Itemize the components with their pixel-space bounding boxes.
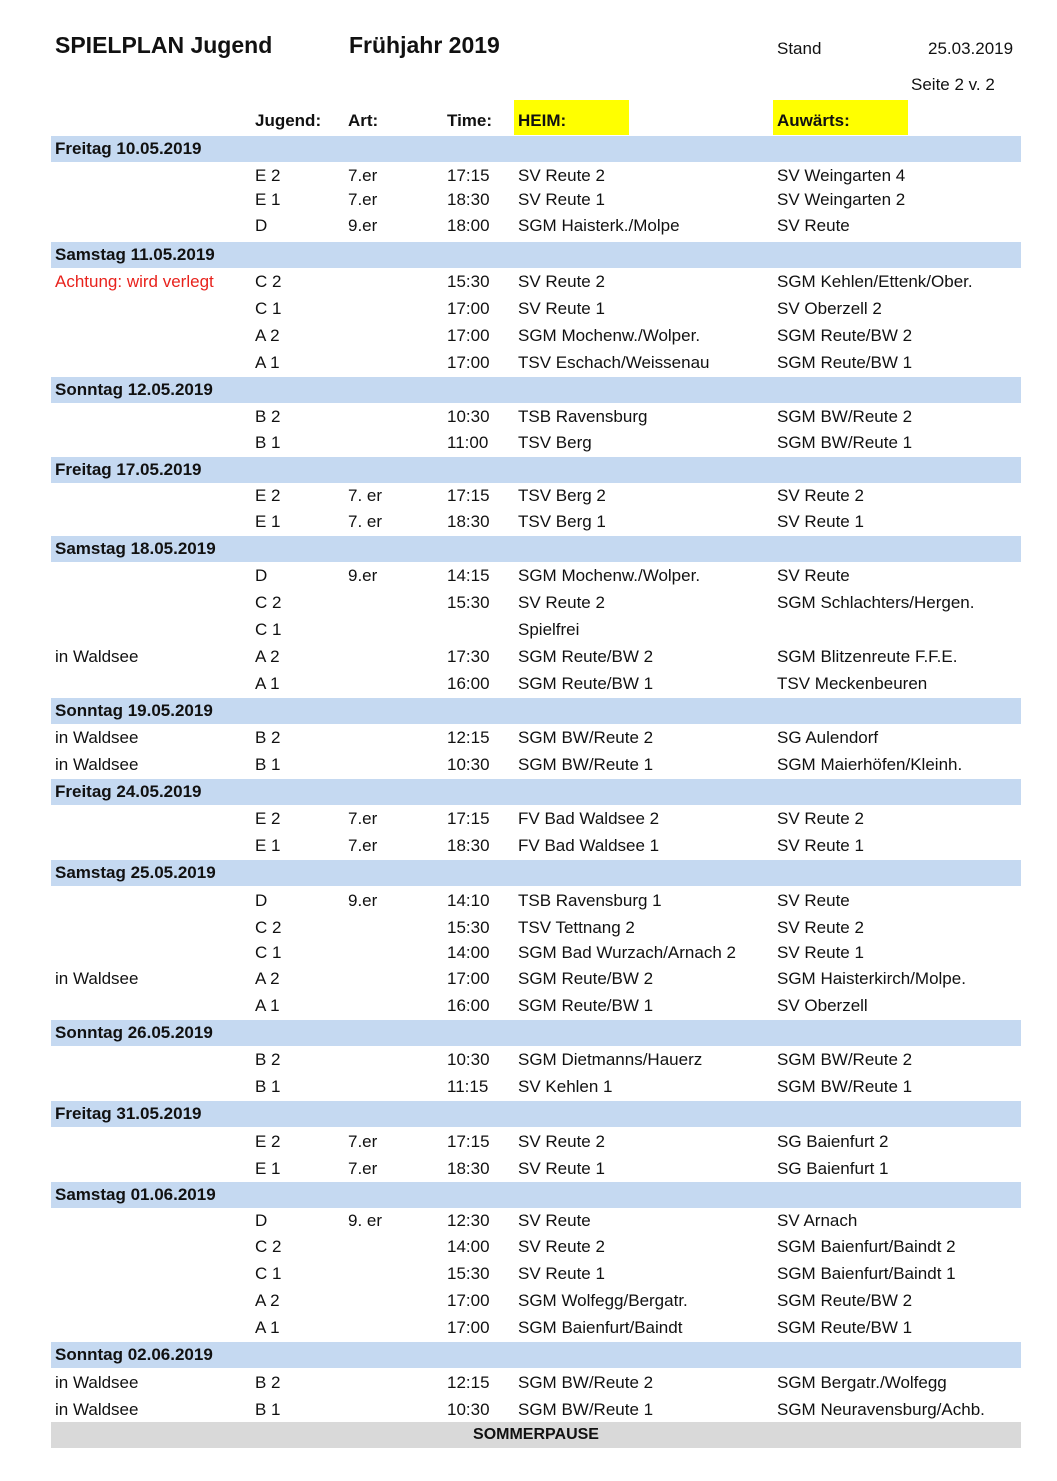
jugend-cell: D [255,1211,268,1230]
time-cell: 17:00 [447,969,490,988]
time-cell: 17:15 [447,809,490,828]
day-label: Freitag 24.05.2019 [55,782,202,801]
table-row [0,940,1057,966]
home-team-cell: SV Reute 1 [518,1264,605,1283]
jugend-cell: B 1 [255,433,281,452]
table-row [0,1208,1057,1234]
table-row [0,1261,1057,1287]
art-cell: 9.er [348,891,378,910]
time-cell: 17:00 [447,299,490,318]
away-team-cell: SG Baienfurt 1 [777,1159,889,1178]
table-row [0,806,1057,832]
away-team-cell: SGM Reute/BW 2 [777,1291,913,1310]
table-row [0,993,1057,1019]
away-team-cell: SV Arnach [777,1211,858,1230]
away-team-cell: SGM BW/Reute 2 [777,1050,913,1069]
home-team-cell: TSB Ravensburg 1 [518,891,662,910]
away-team-cell: SV Reute 1 [777,512,864,531]
away-team-cell: SV Weingarten 2 [777,190,906,209]
table-row [0,483,1057,509]
jugend-cell: B 2 [255,728,281,747]
jugend-cell: D [255,566,268,585]
home-team-cell: SGM Dietmanns/Hauerz [518,1050,703,1069]
time-cell: 17:00 [447,1318,490,1337]
time-cell: 17:00 [447,326,490,345]
table-row [0,1234,1057,1260]
table-row [0,1288,1057,1314]
time-cell: 18:30 [447,512,490,531]
table-row [0,617,1057,643]
stand-label: Stand [777,39,822,58]
time-cell: 17:15 [447,166,490,185]
home-team-cell: TSV Berg 2 [518,486,606,505]
jugend-cell: E 2 [255,809,281,828]
home-team-cell: TSV Tettnang 2 [518,918,635,937]
art-cell: 9.er [348,566,378,585]
away-team-cell: SV Reute 2 [777,809,864,828]
table-row [0,296,1057,322]
row-note: in Waldsee [55,728,139,747]
home-team-cell: SV Reute 1 [518,1159,605,1178]
time-cell: 15:30 [447,272,490,291]
stand-date: 25.03.2019 [928,39,1014,58]
day-label: Sonntag 26.05.2019 [55,1023,213,1042]
home-team-cell: SGM BW/Reute 1 [518,1400,654,1419]
day-header [51,457,1021,483]
jugend-cell: E 2 [255,486,281,505]
jugend-cell: E 1 [255,836,281,855]
table-row [0,163,1057,189]
jugend-cell: C 1 [255,299,282,318]
column-header-art: Art: [348,111,379,130]
time-cell: 10:30 [447,1400,490,1419]
row-note: in Waldsee [55,1373,139,1392]
art-cell: 7.er [348,809,378,828]
away-team-cell: TSV Meckenbeuren [777,674,928,693]
time-cell: 18:00 [447,216,490,235]
away-team-cell: SGM Kehlen/Ettenk/Ober. [777,272,973,291]
away-team-cell: SGM Baienfurt/Baindt 2 [777,1237,956,1256]
day-label: Freitag 31.05.2019 [55,1104,202,1123]
art-cell: 9.er [348,216,378,235]
away-team-cell: SV Oberzell [777,996,868,1015]
time-cell: 14:15 [447,566,490,585]
home-team-cell: SGM Reute/BW 2 [518,647,654,666]
jugend-cell: A 1 [255,353,280,372]
away-team-cell: SV Reute 2 [777,486,864,505]
home-team-cell: TSV Berg 1 [518,512,606,531]
jugend-cell: B 1 [255,1077,281,1096]
table-row [0,1156,1057,1182]
day-header [51,1342,1021,1368]
table-row [0,1397,1057,1423]
table-row [0,833,1057,859]
column-header-time: Time: [447,111,493,130]
home-team-cell: Spielfrei [518,620,580,639]
jugend-cell: A 1 [255,1318,280,1337]
time-cell: 10:30 [447,755,490,774]
jugend-cell: E 2 [255,1132,281,1151]
season-title: Frühjahr 2019 [349,32,500,58]
away-team-cell: SGM Blitzenreute F.F.E. [777,647,958,666]
table-row [0,1315,1057,1341]
row-note: in Waldsee [55,1400,139,1419]
time-cell: 14:10 [447,891,490,910]
jugend-cell: B 1 [255,1400,281,1419]
jugend-cell: A 2 [255,1291,280,1310]
home-team-cell: SGM Mochenw./Wolper. [518,566,701,585]
day-label: Samstag 18.05.2019 [55,539,216,558]
away-team-cell: SGM BW/Reute 2 [777,407,913,426]
table-row [0,1047,1057,1073]
time-cell: 10:30 [447,1050,490,1069]
jugend-cell: E 1 [255,1159,281,1178]
away-team-cell: SG Baienfurt 2 [777,1132,889,1151]
home-team-cell: SV Reute 1 [518,190,605,209]
day-label: Sonntag 19.05.2019 [55,701,213,720]
jugend-cell: C 2 [255,272,282,291]
day-label: Sonntag 12.05.2019 [55,380,213,399]
table-row [0,752,1057,778]
time-cell: 16:00 [447,996,490,1015]
table-row [0,430,1057,456]
column-header-auswaerts: Auwärts: [773,100,908,135]
day-header [51,860,1021,886]
footer-sommerpause: SOMMERPAUSE [51,1422,1021,1448]
jugend-cell: B 2 [255,407,281,426]
jugend-cell: E 2 [255,166,281,185]
day-header [51,377,1021,403]
day-header [51,1101,1021,1127]
home-team-cell: SGM Reute/BW 1 [518,674,654,693]
day-label: Samstag 11.05.2019 [55,245,215,264]
day-header [51,1182,1021,1208]
table-row [0,213,1057,239]
away-team-cell: SV Reute [777,566,850,585]
away-team-cell: SV Reute [777,891,850,910]
away-team-cell: SV Reute 1 [777,943,864,962]
home-team-cell: SGM BW/Reute 1 [518,755,654,774]
day-label: Samstag 25.05.2019 [55,863,216,882]
row-note: Achtung: wird verlegt [55,272,214,291]
page-title: SPIELPLAN Jugend [55,32,273,58]
table-row [0,1074,1057,1100]
home-team-cell: SV Reute 2 [518,1132,605,1151]
time-cell: 14:00 [447,1237,490,1256]
home-team-cell: SGM Bad Wurzach/Arnach 2 [518,943,736,962]
time-cell: 15:30 [447,593,490,612]
time-cell: 15:30 [447,918,490,937]
jugend-cell: C 2 [255,918,282,937]
jugend-cell: C 2 [255,593,282,612]
home-team-cell: SV Reute 2 [518,166,605,185]
table-row [0,966,1057,992]
away-team-cell: SGM Bergatr./Wolfegg [777,1373,947,1392]
day-header [51,242,1021,268]
home-team-cell: SGM Haisterk./Molpe [518,216,680,235]
time-cell: 17:00 [447,353,490,372]
home-team-cell: SV Reute 2 [518,272,605,291]
away-team-cell: SGM Reute/BW 2 [777,326,913,345]
table-row [0,671,1057,697]
art-cell: 7.er [348,1159,378,1178]
day-label: Sonntag 02.06.2019 [55,1345,213,1364]
table-row [0,404,1057,430]
home-team-cell: FV Bad Waldsee 2 [518,809,660,828]
page-number: Seite 2 v. 2 [911,75,995,94]
away-team-cell: SGM Reute/BW 1 [777,1318,913,1337]
time-cell: 17:30 [447,647,490,666]
home-team-cell: SGM Reute/BW 1 [518,996,654,1015]
jugend-cell: A 2 [255,326,280,345]
day-header [51,1020,1021,1046]
jugend-cell: E 1 [255,190,281,209]
home-team-cell: SGM Baienfurt/Baindt [518,1318,683,1337]
time-cell: 11:00 [447,433,489,452]
jugend-cell: D [255,891,268,910]
home-team-cell: TSV Eschach/Weissenau [518,353,710,372]
home-team-cell: SGM Mochenw./Wolper. [518,326,701,345]
away-team-cell: SGM Schlachters/Hergen. [777,593,975,612]
art-cell: 7.er [348,836,378,855]
table-row [0,187,1057,213]
table-row [0,725,1057,751]
time-cell: 11:15 [447,1077,489,1096]
away-team-cell: SGM Baienfurt/Baindt 1 [777,1264,956,1283]
art-cell: 7. er [348,486,383,505]
table-row [0,888,1057,914]
home-team-cell: SV Reute 1 [518,299,605,318]
time-cell: 14:00 [447,943,490,962]
home-team-cell: TSV Berg [518,433,592,452]
time-cell: 17:15 [447,486,490,505]
home-team-cell: SGM Reute/BW 2 [518,969,654,988]
jugend-cell: A 2 [255,969,280,988]
away-team-cell: SGM BW/Reute 1 [777,1077,913,1096]
away-team-cell: SGM BW/Reute 1 [777,433,913,452]
home-team-cell: SV Reute 2 [518,593,605,612]
away-team-cell: SGM Haisterkirch/Molpe. [777,969,966,988]
home-team-cell: SV Reute [518,1211,591,1230]
jugend-cell: A 1 [255,996,280,1015]
time-cell: 12:30 [447,1211,490,1230]
table-row [0,915,1057,941]
jugend-cell: D [255,216,268,235]
table-row [0,323,1057,349]
home-team-cell: SV Reute 2 [518,1237,605,1256]
time-cell: 17:00 [447,1291,490,1310]
day-header [51,779,1021,805]
table-row [0,1370,1057,1396]
jugend-cell: C 1 [255,943,282,962]
table-row [0,509,1057,535]
column-header-jugend: Jugend: [255,111,322,130]
row-note: in Waldsee [55,969,139,988]
day-label: Samstag 01.06.2019 [55,1185,216,1204]
time-cell: 18:30 [447,190,490,209]
time-cell: 15:30 [447,1264,490,1283]
art-cell: 7.er [348,1132,378,1151]
jugend-cell: E 1 [255,512,281,531]
time-cell: 12:15 [447,728,490,747]
home-team-cell: SV Kehlen 1 [518,1077,613,1096]
time-cell: 17:15 [447,1132,490,1151]
day-header [51,136,1021,162]
away-team-cell: SV Weingarten 4 [777,166,906,185]
away-team-cell: SV Reute [777,216,850,235]
art-cell: 7. er [348,512,383,531]
away-team-cell: SG Aulendorf [777,728,879,747]
jugend-cell: A 1 [255,674,280,693]
home-team-cell: TSB Ravensburg [518,407,648,426]
away-team-cell: SV Reute 2 [777,918,864,937]
home-team-cell: SGM Wolfegg/Bergatr. [518,1291,688,1310]
jugend-cell: B 2 [255,1050,281,1069]
away-team-cell: SV Reute 1 [777,836,864,855]
table-row [0,563,1057,589]
table-row [0,350,1057,376]
jugend-cell: C 2 [255,1237,282,1256]
day-header [51,698,1021,724]
row-note: in Waldsee [55,647,139,666]
home-team-cell: SGM BW/Reute 2 [518,728,654,747]
table-row [0,1129,1057,1155]
jugend-cell: B 1 [255,755,281,774]
day-header [51,536,1021,562]
table-row [0,644,1057,670]
time-cell: 18:30 [447,1159,490,1178]
away-team-cell: SGM Maierhöfen/Kleinh. [777,755,963,774]
away-team-cell: SGM Reute/BW 1 [777,353,913,372]
away-team-cell: SV Oberzell 2 [777,299,882,318]
table-row [0,269,1057,295]
row-note: in Waldsee [55,755,139,774]
art-cell: 9. er [348,1211,383,1230]
time-cell: 10:30 [447,407,490,426]
day-label: Freitag 17.05.2019 [55,460,202,479]
table-row [0,590,1057,616]
jugend-cell: C 1 [255,620,282,639]
day-label: Freitag 10.05.2019 [55,139,202,158]
home-team-cell: SGM BW/Reute 2 [518,1373,654,1392]
art-cell: 7.er [348,190,378,209]
jugend-cell: C 1 [255,1264,282,1283]
away-team-cell: SGM Neuravensburg/Achb. [777,1400,985,1419]
art-cell: 7.er [348,166,378,185]
column-header-heim: HEIM: [514,100,629,135]
jugend-cell: B 2 [255,1373,281,1392]
jugend-cell: A 2 [255,647,280,666]
time-cell: 18:30 [447,836,490,855]
time-cell: 16:00 [447,674,490,693]
home-team-cell: FV Bad Waldsee 1 [518,836,660,855]
time-cell: 12:15 [447,1373,490,1392]
